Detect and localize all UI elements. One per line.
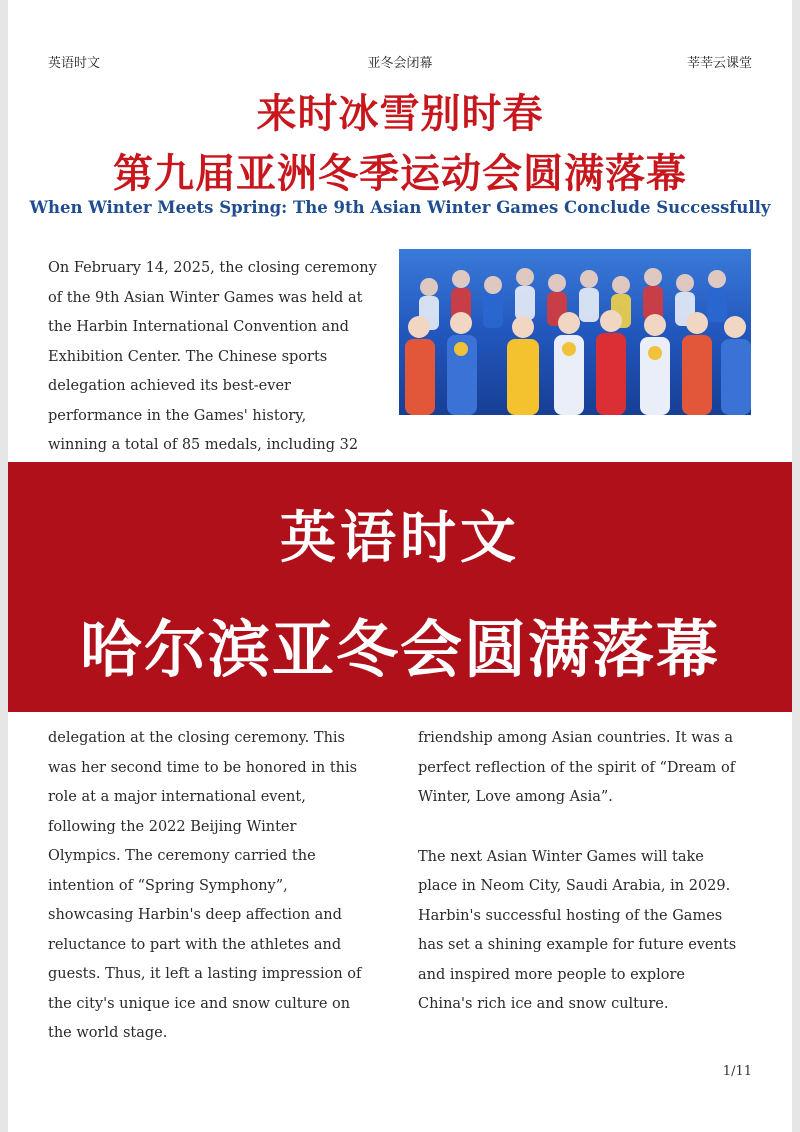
left-column-text: [48, 724, 388, 1049]
text-line: was her second time to be honored in this: [48, 759, 358, 776]
text-line: delegation at the closing ceremony. This: [48, 730, 345, 746]
running-header: [48, 52, 752, 72]
text-line: perfect reflection of the spirit of “Dream of: [418, 759, 736, 776]
closing-ceremony-photo: [399, 249, 751, 415]
header-center-label: 亚冬会闭幕: [367, 56, 433, 71]
text-line: has set a shining example for future events: [418, 937, 737, 953]
text-line: friendship among Asian countries. It was a: [418, 730, 734, 746]
english-subtitle: When Winter Meets Spring: The 9th Asian Winter Games Conclude Successfully: [29, 198, 771, 217]
text-line: the city's unique ice and snow culture on: [48, 995, 351, 1012]
text-line: China's rich ice and snow culture.: [418, 996, 669, 1012]
text-line: showcasing Harbin's deep affection and: [48, 907, 342, 923]
text-line: Olympics. The ceremony carried the: [48, 848, 316, 864]
text-line: The next Asian Winter Games will take: [418, 848, 704, 865]
chinese-title-line-2: 第九届亚洲冬季运动会圆满落幕: [113, 151, 687, 197]
text-line: Winter, Love among Asia”.: [418, 789, 613, 805]
header-left-label: 英语时文: [48, 56, 101, 71]
header-right-label: 莘莘云课堂: [686, 56, 752, 71]
text-line: delegation achieved its best-ever: [48, 378, 291, 394]
text-line: following the 2022 Beijing Winter: [48, 818, 297, 835]
text-line: place in Neom City, Saudi Arabia, in 2029.: [418, 878, 731, 894]
intro-paragraph: [48, 254, 378, 461]
text-line: On February 14, 2025, the closing ceremony: [48, 260, 377, 276]
text-line: reluctance to part with the athletes and: [48, 936, 342, 953]
paragraph-gap: [418, 813, 758, 843]
chinese-title-line-1: 来时冰雪别时春: [256, 91, 544, 137]
banner-line-1: 英语时文: [280, 506, 520, 571]
text-line: winning a total of 85 medals, including 32: [48, 437, 359, 453]
text-line: the world stage.: [48, 1025, 168, 1041]
text-line: intention of “Spring Symphony”,: [48, 877, 288, 894]
text-line: role at a major international event,: [48, 789, 306, 805]
text-line: and inspired more people to explore: [418, 966, 686, 983]
page-number: 1/11: [722, 1064, 752, 1079]
text-line: Harbin's successful hosting of the Games: [418, 907, 723, 924]
promo-banner: [8, 462, 792, 712]
banner-line-2: 哈尔滨亚冬会圆满落幕: [79, 613, 720, 686]
right-column-text: [418, 724, 758, 1020]
text-line: Exhibition Center. The Chinese sports: [48, 348, 328, 365]
text-line: of the 9th Asian Winter Games was held at: [48, 289, 363, 306]
text-line: performance in the Games' history,: [48, 407, 307, 424]
text-line: guests. Thus, it left a lasting impression of: [48, 966, 362, 982]
text-line: the Harbin International Convention and: [48, 319, 349, 335]
